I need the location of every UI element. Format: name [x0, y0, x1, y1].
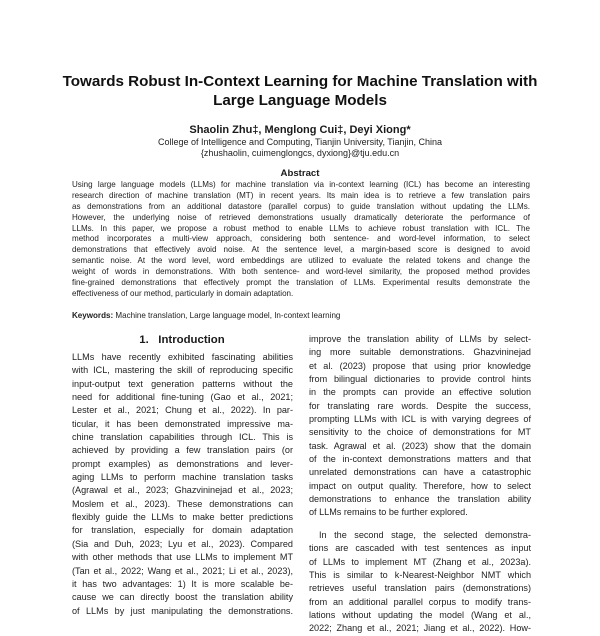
body-line: of LLMs to implement MT (Zhang et al., 2023a). — [309, 556, 531, 567]
body-line: from an additional parallel corpus to modify trans- — [309, 596, 531, 607]
body-line: Moslem et al., 2023). These demonstrations can — [72, 498, 293, 509]
body-line: with other methods that use LLMs to implement MT — [72, 552, 293, 563]
body-line: prompting LLMs with ICL is with varying degrees of — [309, 414, 531, 425]
body-line: (Agrawal et al., 2023; Ghazvininejad et al., 2023; — [72, 485, 293, 496]
body-line: This is similar to k-Nearest-Neighbor NMT which — [309, 569, 531, 580]
section-heading-introduction: 1. Introduction — [139, 334, 225, 346]
body-line: retrieves useful translation pairs (demonstrations) — [309, 583, 531, 594]
abstract-line: LLMs. In this paper, we propose a robust method to enable LLMs to achieve robust translation with ICL. The — [72, 223, 530, 233]
body-line: task. Agrawal et al. (2023) show that the domain — [309, 440, 531, 451]
body-line: sensitivity to the choice of demonstrations for MT — [309, 427, 531, 438]
author-emails: {zhushaolin, cuimenglongcs, dyxiong}@tju.edu.cn — [200, 148, 400, 158]
abstract-line: However, the underlying noise of retrieved demonstrations usually dramatically deteriorate the performance of — [72, 212, 530, 222]
body-line: need for additional fine-tuning (Gao et al., 2021; — [72, 392, 293, 403]
body-line: of the in-context demonstrations matters and that — [309, 454, 531, 465]
body-line: ing more suitable demonstrations. Ghazvininejad — [309, 347, 531, 358]
paper-title — [60, 72, 540, 110]
body-line: impact on output quality. Therefore, how to select — [309, 480, 531, 491]
body-line: Lester et al., 2021; Chung et al., 2022). In par- — [72, 405, 293, 416]
body-line: 2022; Zhang et al., 2021; Jiang et al., 2022). How- — [309, 623, 531, 634]
body-line: achieved by providing a few translation pairs (or — [72, 445, 293, 456]
abstract-line: as demonstrations from an additional datastore (parallel corpus) to guide translation without updating the LLMs. — [72, 201, 530, 211]
body-line: cause we can directly boost the translation ability — [72, 592, 293, 603]
affiliation: College of Intelligence and Computing, Tianjin University, Tianjin, China — [158, 137, 442, 147]
keywords-text: Machine translation, Large language model, In-context learning — [115, 311, 341, 320]
abstract-heading: Abstract — [280, 168, 320, 179]
body-line: demonstrations to enhance the translation ability — [309, 494, 531, 505]
body-line: input-output text generation patterns without the — [72, 378, 293, 389]
abstract-line: effectiveness of our method, particularly in domain adaptation. — [72, 288, 294, 298]
body-line: from bilingual dictionaries to provide control hints — [309, 374, 531, 385]
body-line: in the prompts can provide an effective solution — [309, 387, 531, 398]
affiliation-block — [60, 137, 540, 159]
keywords-label: Keywords: — [72, 311, 114, 320]
abstract-line: method incorporates a multi-view approach, considering both sentence- and word-level information, to select — [72, 234, 530, 244]
body-line: chine translation capabilities through ICL. This is — [72, 432, 293, 443]
body-line: (Tan et al., 2022; Wang et al., 2021; Li et al., 2023), — [72, 565, 293, 576]
body-line: tions are cascaded with test sentences as input — [309, 543, 531, 554]
left-column-text — [72, 351, 293, 616]
body-line: In the second stage, the selected demonstra- — [319, 529, 531, 540]
keywords — [72, 310, 530, 321]
right-paragraph-2 — [309, 529, 531, 636]
body-line: for translation, especially for domain adaptation — [72, 525, 293, 536]
abstract-line: research direction of machine translation (MT) in recent years. Its main idea is to retrieve a few translation pairs — [72, 190, 530, 200]
right-column-text — [309, 333, 531, 634]
body-line: of LLMs remains to be further explored. — [309, 507, 468, 518]
body-line: lations without updating the model (Wang et al., — [309, 609, 531, 620]
body-line: of LLMs by just manipulating the demonstrations. — [72, 605, 293, 616]
body-line: (Sia and Duh, 2023; Lyu et al., 2023). Compared — [72, 538, 293, 549]
author-list: Shaolin Zhu‡, Menglong Cui‡, Deyi Xiong* — [189, 124, 411, 136]
body-line: it has two advantages: 1) It is more scalable be- — [72, 578, 293, 589]
title-line-1: Towards Robust In-Context Learning for Machine Translation with — [62, 73, 538, 90]
body-line: with ICL, mastering the skill of reproducing specific — [72, 365, 293, 376]
abstract-line: demonstrations that effectively avoid noise. At the sentence level, a margin-based score is designed to avoid — [72, 245, 530, 255]
abstract-line: weight of words in demonstrations. With both sentence- and word-level similarity, the proposed method provides — [72, 267, 530, 277]
body-line: LLMs have recently exhibited fascinating abilities — [72, 352, 293, 362]
abstract-line: Using large language models (LLMs) for machine translation via in-context learning (ICL) has become an interesting — [72, 180, 530, 189]
right-paragraph-1 — [309, 333, 531, 520]
body-line: prompt examples) as demonstrations and lever- — [72, 458, 293, 469]
body-line: improve the translation ability of LLMs by select- — [309, 334, 531, 344]
abstract-line: semantic noise. At the word level, word embeddings are utilized to evaluate the related tokens and change the — [72, 256, 530, 266]
body-line: aging LLMs to perform machine translation tasks — [72, 472, 293, 483]
body-line: for translating rare words. Despite the success, — [309, 400, 531, 411]
body-line: flexibly guide the LLMs to make better predictions — [72, 512, 293, 523]
body-line: et al. (2023) propose that using prior knowledge — [309, 360, 531, 371]
title-line-2: Large Language Models — [213, 92, 387, 109]
abstract-line: fine-grained demonstrations that effectively prompt the translation of LLMs. Experimental results demonstrate the — [72, 278, 530, 288]
body-line: ticular, it has been demonstrated impressive ma- — [72, 418, 293, 429]
abstract-body — [72, 180, 530, 300]
body-line: unrelated demonstrations can have a catastrophic — [309, 467, 531, 478]
